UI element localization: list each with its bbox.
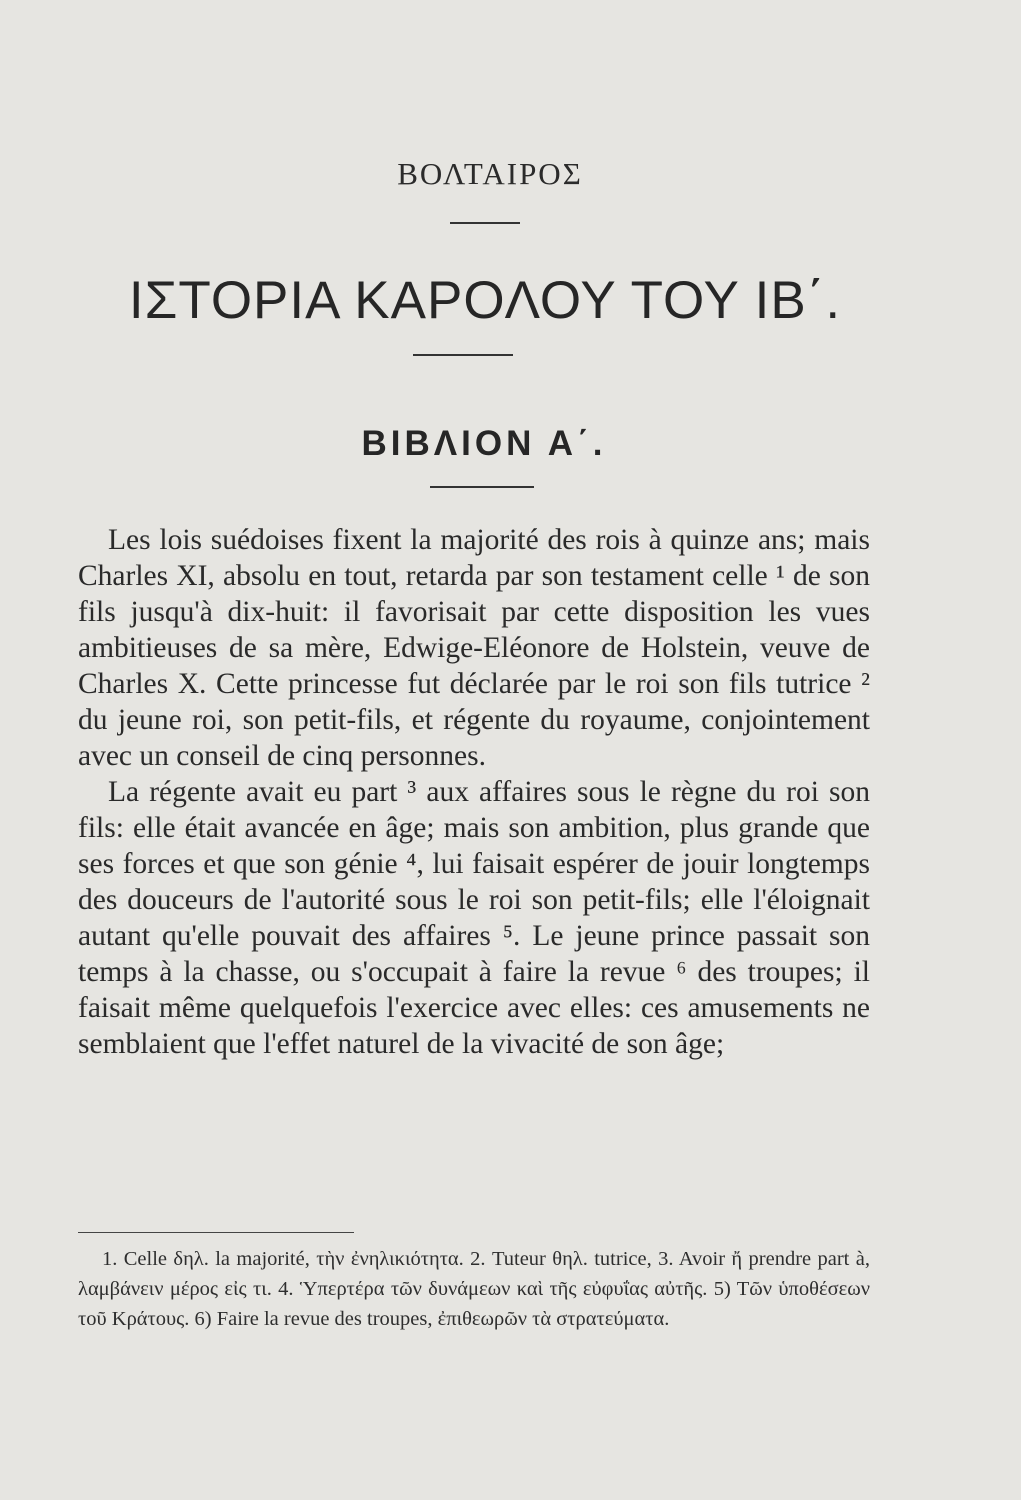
author-heading: ΒΟΛΤΑΙΡΟΣ bbox=[397, 156, 583, 191]
divider-rule bbox=[450, 222, 520, 224]
divider-rule bbox=[413, 354, 513, 356]
paragraph: La régente avait eu part ³ aux affaires sous le règne du roi son fils: elle était avancée en âge; mais son ambition, plus grande que ses forces et que son génie ⁴, lui faisait espérer de jouir longtemps des douceurs de l'autorité sous le roi son petit-fils; elle l'éloignait autant qu'elle pouvait des affaires ⁵. Le jeune prince passait son temps à la chasse, ou s'occupait à faire la revue ⁶ des troupes; il faisait même quelquefois l'exercice avec elles: ces amusements ne semblaient que l'effet naturel de la vivacité de son âge; bbox=[78, 776, 870, 1060]
footnote-separator bbox=[78, 1232, 354, 1233]
paragraph: Les lois suédoises fixent la majorité des rois à quinze ans; mais Charles XI, absolu en tout, retarda par son testament celle ¹ de son fils jusqu'à dix-huit: il favorisait par cette disposition les vues ambitieuses de sa mère, Edwige-Eléonore de Holstein, veuve de Charles X. Cette princesse fut déclarée par le roi son fils tutrice ² du jeune roi, son petit-fils, et régente du royaume, conjointement avec un conseil de cinq personnes. bbox=[78, 524, 870, 772]
body-text bbox=[78, 522, 870, 1062]
footnotes bbox=[78, 1244, 870, 1334]
footnote-text: 1. Celle δηλ. la majorité, τὴν ἐνηλικιότητα. 2. Tuteur θηλ. tutrice, 3. Avoir ἤ prendre part à, λαμβάνειν μέρος εἰς τι. 4. Ὑπερτέρα τῶν δυνάμεων καὶ τῆς εὐφυΐας αὐτῆς. 5) Τῶν ὑποθέσεων τοῦ Κράτους. 6) Faire la revue des troupes, ἐπιθεωρῶν τὰ στρατεύματα. bbox=[78, 1248, 870, 1330]
divider-rule bbox=[430, 486, 534, 488]
book-heading: ΒΙΒΛΙΟΝ Α΄. bbox=[361, 424, 607, 463]
work-title: ΙΣΤΟΡΙΑ ΚΑΡΟΛΟΥ ΤΟΥ ΙΒ΄. bbox=[128, 271, 842, 330]
